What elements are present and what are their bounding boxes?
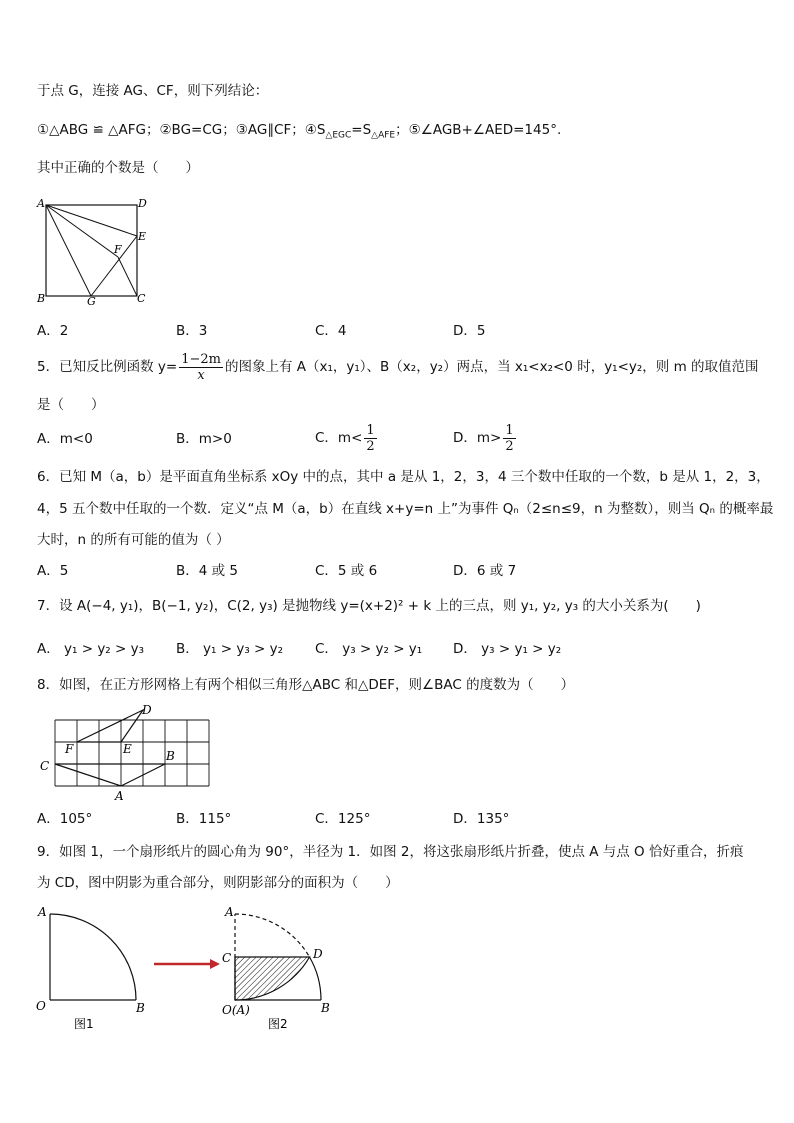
q9-fig2-label-a: A bbox=[225, 905, 234, 919]
q9-fig1-arc bbox=[50, 914, 136, 1000]
q4-label-d: D bbox=[138, 197, 147, 210]
q4-ask: 其中正确的个数是（ ） bbox=[37, 160, 199, 176]
q4-line-ag bbox=[46, 205, 91, 296]
q8-option-a[interactable]: A．105° bbox=[37, 811, 93, 827]
q4-intro: 于点 G，连接 AG、CF，则下列结论： bbox=[37, 83, 269, 99]
q4-figure bbox=[34, 195, 149, 307]
q8-line: 8．如图，在正方形网格上有两个相似三角形△ABC 和△DEF，则∠BAC 的度数为（ ） bbox=[37, 677, 575, 693]
q9-fig2-shaded bbox=[235, 957, 310, 1000]
q4-line-af bbox=[46, 205, 118, 257]
q5-option-d[interactable] bbox=[453, 421, 518, 455]
q6-option-b[interactable]: B．4 或 5 bbox=[176, 563, 239, 579]
q6-line3: 大时，n 的所有可能的值为（ ） bbox=[37, 532, 230, 548]
q5-option-d-frac bbox=[503, 423, 515, 454]
q4-square bbox=[46, 205, 137, 296]
q9-fig2-label-b: B bbox=[321, 1001, 330, 1015]
q5-option-c-label: C．m< bbox=[315, 430, 363, 446]
q8-label-e: E bbox=[123, 742, 132, 756]
q5-lead: 5．已知反比例函数 y= bbox=[37, 359, 178, 375]
q8-triangle-def bbox=[77, 710, 143, 742]
q4-s-sub2: △AFE bbox=[371, 130, 396, 141]
q6-option-c[interactable]: C．5 或 6 bbox=[315, 563, 378, 579]
q5-option-c[interactable] bbox=[315, 421, 379, 455]
q5-option-b[interactable]: B．m>0 bbox=[176, 431, 232, 447]
q4-option-b[interactable]: B．3 bbox=[176, 323, 208, 339]
q4-eq: =S bbox=[351, 122, 372, 138]
q5-option-c-den: 2 bbox=[366, 438, 375, 454]
q4-conclusions-main: ①△ABG ≌ △AFG；②BG=CG；③AG∥CF；④S bbox=[37, 122, 326, 138]
q4-option-c[interactable]: C．4 bbox=[315, 323, 347, 339]
q8-grid bbox=[55, 720, 209, 786]
q9-fig1-label-a: A bbox=[38, 905, 47, 919]
q4-label-c: C bbox=[137, 292, 146, 305]
q4-label-b: B bbox=[37, 292, 46, 305]
q5-option-a[interactable]: A．m<0 bbox=[37, 431, 93, 447]
q9-fig1-caption: 图1 bbox=[74, 1017, 94, 1031]
q9-figure-1 bbox=[36, 905, 145, 1031]
q7-option-c[interactable]: C． y₃ > y₂ > y₁ bbox=[315, 641, 423, 657]
q5-text: 的图象上有 A（x₁，y₁）、B（x₂，y₂）两点，当 x₁<x₂<0 时，y₁<y₂，则 m 的取值范围 bbox=[224, 359, 759, 375]
q4-conclusions-rest: ；⑤∠AGB+∠AED=145°. bbox=[395, 122, 562, 138]
q6-option-d[interactable]: D．6 或 7 bbox=[453, 563, 517, 579]
q4-line-fc bbox=[118, 257, 137, 296]
q9-fig1-label-b: B bbox=[136, 1001, 145, 1015]
q8-triangle-abc bbox=[55, 764, 165, 786]
q8-label-a: A bbox=[115, 789, 124, 803]
q7-option-b[interactable]: B． y₁ > y₃ > y₂ bbox=[176, 641, 284, 657]
q5-option-d-den: 2 bbox=[505, 438, 514, 454]
q9-fig2-arc-dashed bbox=[235, 914, 310, 957]
q8-label-d: D bbox=[142, 703, 152, 717]
q9-fig2-caption: 图2 bbox=[268, 1017, 288, 1031]
q8-figure bbox=[35, 700, 220, 805]
q7-line: 7．设 A(−4, y₁)，B(−1, y₂)，C(2, y₃) 是抛物线 y=(x+2)² + k 上的三点，则 y₁, y₂, y₃ 的大小关系为( ) bbox=[37, 598, 701, 614]
q5-option-c-frac bbox=[364, 423, 376, 454]
q9-figure-2 bbox=[222, 905, 330, 1031]
q6-option-a[interactable]: A．5 bbox=[37, 563, 69, 579]
q5-fraction bbox=[179, 352, 223, 383]
q4-conclusions bbox=[37, 121, 561, 145]
q5-frac-num: 1−2m bbox=[181, 351, 221, 367]
q5-option-d-num: 1 bbox=[505, 422, 514, 438]
q8-label-b: B bbox=[166, 749, 175, 763]
q7-option-d[interactable]: D． y₃ > y₁ > y₂ bbox=[453, 641, 562, 657]
q8-label-f: F bbox=[65, 742, 74, 756]
q4-label-f: F bbox=[114, 243, 122, 256]
q5-stem bbox=[37, 350, 759, 384]
q9-fig2-label-c: C bbox=[222, 951, 232, 965]
q7-option-a[interactable]: A． y₁ > y₂ > y₃ bbox=[37, 641, 145, 657]
q8-label-c: C bbox=[40, 759, 50, 773]
q5-line2: 是（ ） bbox=[37, 397, 105, 413]
q9-fig2-label-o: O(A) bbox=[222, 1003, 250, 1017]
q9-fig2-label-d: D bbox=[313, 947, 323, 961]
q4-label-e: E bbox=[138, 230, 147, 243]
q5-frac-den: x bbox=[197, 367, 205, 383]
q9-line1: 9．如图 1，一个扇形纸片的圆心角为 90°，半径为 1．如图 2，将这张扇形纸片折叠，使点 A 与点 O 恰好重合，折痕 bbox=[37, 844, 744, 860]
q9-line2: 为 CD，图中阴影为重合部分，则阴影部分的面积为（ ） bbox=[37, 875, 399, 891]
q6-line1: 6．已知 M（a，b）是平面直角坐标系 xOy 中的点，其中 a 是从 1，2，3，4 三个数中任取的一个数，b 是从 1，2，3， bbox=[37, 469, 770, 485]
q4-label-g: G bbox=[87, 295, 96, 307]
q9-figures bbox=[30, 900, 350, 1035]
q8-option-c[interactable]: C．125° bbox=[315, 811, 371, 827]
q4-option-a[interactable]: A．2 bbox=[37, 323, 69, 339]
q5-option-d-label: D．m> bbox=[453, 430, 502, 446]
q4-option-d[interactable]: D．5 bbox=[453, 323, 486, 339]
q5-option-c-num: 1 bbox=[366, 422, 375, 438]
q4-s-sub1: △EGC bbox=[325, 130, 352, 141]
q9-fig2-arc-solid bbox=[310, 957, 322, 1000]
q9-arrow bbox=[154, 959, 220, 969]
q8-option-b[interactable]: B．115° bbox=[176, 811, 232, 827]
q6-line2: 4，5 五个数中任取的一个数．定义“点 M（a，b）在直线 x+y=n 上”为事件 Qₙ（2≤n≤9，n 为整数），则当 Qₙ 的概率最 bbox=[37, 501, 774, 517]
q4-line-ae bbox=[46, 205, 137, 236]
q8-option-d[interactable]: D．135° bbox=[453, 811, 510, 827]
q9-fig1-label-o: O bbox=[36, 999, 46, 1013]
q4-label-a: A bbox=[37, 197, 45, 210]
